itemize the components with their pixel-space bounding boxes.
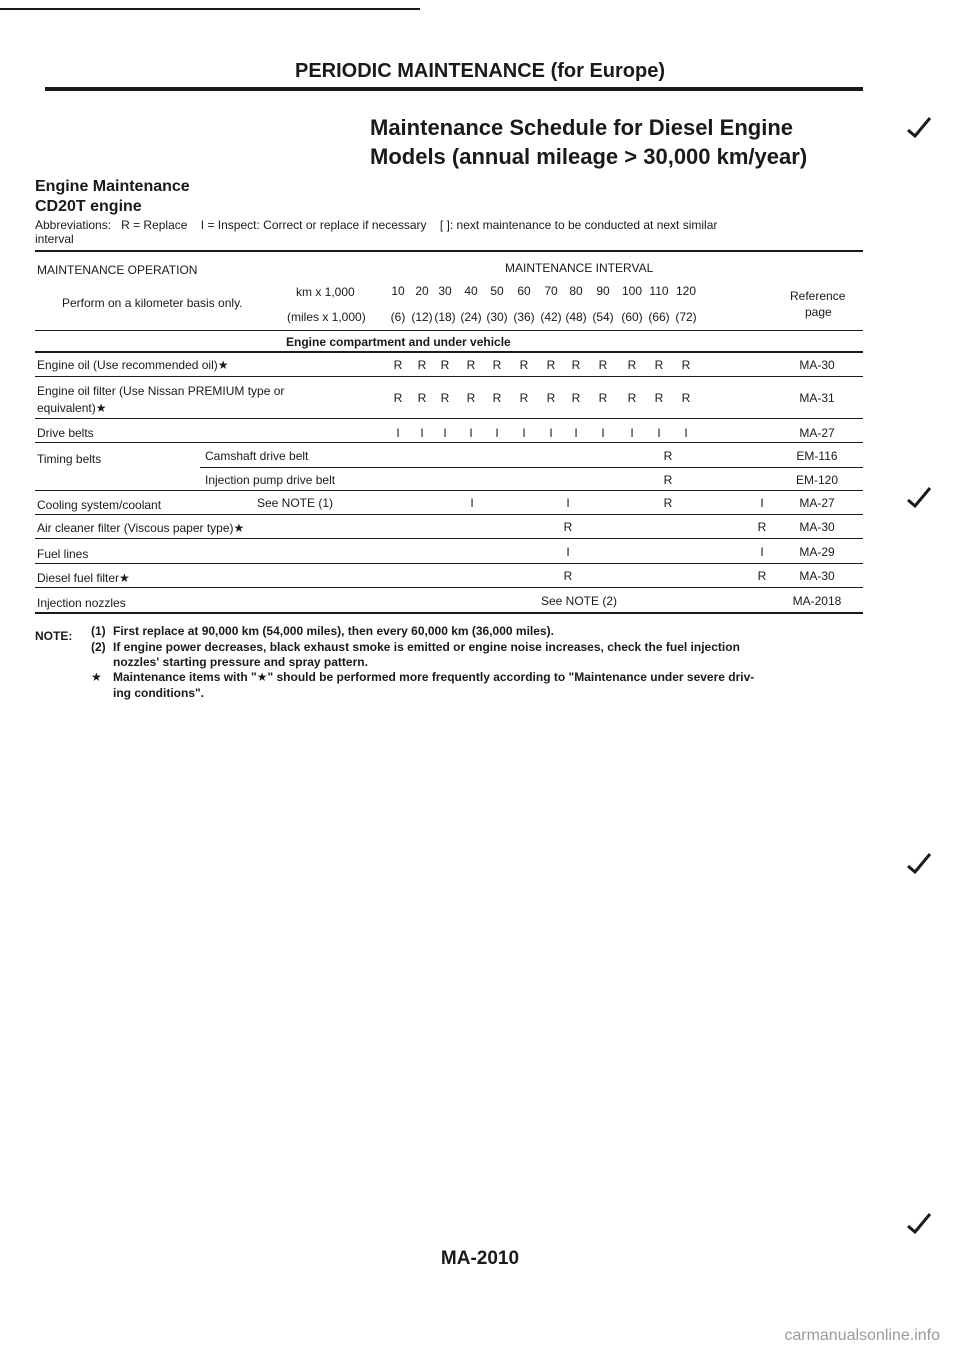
row-drive-belts-mark-4: I bbox=[469, 426, 473, 440]
row-drive-belts-mark-7: I bbox=[549, 426, 553, 440]
row-drive-belts-mark-9: I bbox=[601, 426, 605, 440]
row-sub-divider bbox=[200, 467, 863, 468]
miles-col-1: (6) bbox=[390, 310, 406, 324]
row-diesel-filter-mark-12: R bbox=[757, 569, 767, 583]
km-col-2: 20 bbox=[415, 284, 429, 298]
km-col-5: 50 bbox=[490, 284, 504, 298]
row-oil-filter-mark-8: R bbox=[571, 391, 581, 405]
row-oil-filter-mark-11: R bbox=[654, 391, 664, 405]
row-fuel-lines-mark-12: I bbox=[760, 545, 764, 559]
row-oil-filter-mark-12: R bbox=[681, 391, 691, 405]
row-engine-oil-mark-3: R bbox=[440, 358, 450, 372]
check-mark-icon bbox=[906, 116, 932, 138]
check-mark-icon bbox=[906, 852, 932, 874]
row-oil-filter-label: Engine oil filter (Use Nissan PREMIUM type or bbox=[37, 384, 285, 398]
check-mark-icon bbox=[906, 486, 932, 508]
page-header: PERIODIC MAINTENANCE (for Europe) bbox=[295, 60, 665, 82]
note-2-number: (2) bbox=[91, 640, 106, 654]
abbr-bracket: [ ]: next maintenance to be conducted at next similar bbox=[439, 218, 718, 232]
row-drive-belts-mark-8: I bbox=[574, 426, 578, 440]
check-mark-icon bbox=[906, 1212, 932, 1234]
miles-col-4: (24) bbox=[460, 310, 482, 324]
note-1-number: (1) bbox=[91, 624, 106, 638]
row-injection-nozzles-note: See NOTE (2) bbox=[541, 594, 618, 608]
miles-label: (miles x 1,000) bbox=[287, 310, 366, 324]
row-diesel-filter-mark-6: R bbox=[563, 569, 573, 583]
reference-header-1: Reference bbox=[790, 289, 846, 303]
km-col-7: 70 bbox=[544, 284, 558, 298]
km-col-11: 110 bbox=[649, 284, 669, 298]
row-engine-oil-mark-1: R bbox=[393, 358, 403, 372]
note-prefix: NOTE: bbox=[35, 629, 73, 643]
abbr-replace: R = Replace bbox=[121, 218, 188, 232]
note-3-text-1: Maintenance items with "★" should be performed more frequently according to "Maintenance under severe driv- bbox=[113, 670, 755, 684]
row-camshaft-belt-ref: EM-116 bbox=[796, 449, 838, 463]
row-divider bbox=[35, 490, 863, 491]
miles-col-8: (48) bbox=[565, 310, 587, 324]
header-rule bbox=[45, 87, 863, 91]
row-drive-belts-mark-11: I bbox=[657, 426, 661, 440]
row-drive-belts-mark-3: I bbox=[443, 426, 447, 440]
km-col-1: 10 bbox=[391, 284, 405, 298]
row-engine-oil-label: Engine oil (Use recommended oil)★ bbox=[37, 358, 229, 372]
row-oil-filter-mark-2: R bbox=[417, 391, 427, 405]
km-col-9: 90 bbox=[596, 284, 610, 298]
row-air-cleaner-mark-6: R bbox=[563, 520, 573, 534]
row-cooling-mark-6: I bbox=[566, 496, 570, 510]
km-col-6: 60 bbox=[517, 284, 531, 298]
note-1-text: First replace at 90,000 km (54,000 miles), then every 60,000 km (36,000 miles). bbox=[113, 624, 554, 638]
row-cooling-ref: MA-27 bbox=[799, 496, 835, 510]
km-col-10: 100 bbox=[621, 284, 643, 298]
row-engine-oil-mark-8: R bbox=[571, 358, 581, 372]
row-cooling-mark-9: R bbox=[663, 496, 673, 510]
row-timing-belts-label: Timing belts bbox=[37, 452, 102, 466]
row-engine-oil-mark-12: R bbox=[681, 358, 691, 372]
row-oil-filter-label-2: equivalent)★ bbox=[37, 401, 107, 415]
schedule-title-line2: Models (annual mileage > 30,000 km/year) bbox=[370, 144, 808, 169]
row-engine-oil-mark-10: R bbox=[627, 358, 637, 372]
row-oil-filter-ref: MA-31 bbox=[799, 391, 835, 405]
row-diesel-filter-label: Diesel fuel filter★ bbox=[37, 571, 130, 585]
reference-header-2: page bbox=[805, 305, 832, 319]
miles-col-3: (18) bbox=[434, 310, 456, 324]
row-cooling-mark-3: I bbox=[470, 496, 474, 510]
header-bottom-rule bbox=[35, 330, 863, 331]
row-engine-oil-mark-4: R bbox=[466, 358, 476, 372]
row-divider bbox=[35, 563, 863, 564]
group-rule bbox=[35, 351, 863, 353]
row-drive-belts-mark-2: I bbox=[420, 426, 424, 440]
interval-header: MAINTENANCE INTERVAL bbox=[505, 261, 654, 275]
note-2-text-1: If engine power decreases, black exhaust smoke is emitted or engine noise increases, check the fuel injection bbox=[113, 640, 740, 654]
note-3-text-2: ing conditions". bbox=[113, 686, 205, 700]
km-col-4: 40 bbox=[464, 284, 478, 298]
row-divider bbox=[35, 442, 863, 443]
top-rule bbox=[0, 8, 420, 10]
row-oil-filter-mark-9: R bbox=[598, 391, 608, 405]
row-cooling-label: Cooling system/coolant bbox=[37, 498, 162, 512]
km-col-3: 30 bbox=[438, 284, 452, 298]
row-divider bbox=[35, 376, 863, 377]
row-camshaft-belt-label: Camshaft drive belt bbox=[205, 449, 309, 463]
schedule-title bbox=[370, 113, 807, 171]
row-air-cleaner-label: Air cleaner filter (Viscous paper type)★ bbox=[37, 521, 245, 535]
row-drive-belts-mark-1: I bbox=[396, 426, 400, 440]
perform-note: Perform on a kilometer basis only. bbox=[62, 296, 243, 310]
abbreviations bbox=[35, 218, 860, 246]
table-bottom-rule bbox=[35, 612, 863, 614]
row-cooling-note: See NOTE (1) bbox=[257, 496, 334, 510]
row-oil-filter-mark-1: R bbox=[393, 391, 403, 405]
row-divider bbox=[35, 538, 863, 539]
row-engine-oil-ref: MA-30 bbox=[799, 358, 835, 372]
miles-col-10: (60) bbox=[621, 310, 643, 324]
row-engine-oil-mark-9: R bbox=[598, 358, 608, 372]
row-engine-oil-mark-5: R bbox=[492, 358, 502, 372]
row-injection-pump-belt-ref: EM-120 bbox=[795, 473, 839, 487]
miles-col-7: (42) bbox=[540, 310, 562, 324]
op-header: MAINTENANCE OPERATION bbox=[37, 263, 198, 277]
row-engine-oil-mark-7: R bbox=[546, 358, 556, 372]
row-drive-belts-label: Drive belts bbox=[37, 426, 94, 440]
row-air-cleaner-mark-12: R bbox=[757, 520, 767, 534]
miles-col-6: (36) bbox=[513, 310, 535, 324]
row-divider bbox=[35, 418, 863, 419]
abbr-cont: interval bbox=[35, 232, 74, 246]
row-fuel-lines-label: Fuel lines bbox=[37, 547, 89, 561]
table-top-rule bbox=[35, 250, 863, 252]
abbr-inspect: I = Inspect: Correct or replace if necessary bbox=[200, 218, 427, 232]
row-divider bbox=[35, 514, 863, 515]
row-drive-belts-mark-12: I bbox=[684, 426, 688, 440]
watermark: carmanualsonline.info bbox=[784, 1327, 940, 1344]
row-air-cleaner-ref: MA-30 bbox=[799, 520, 835, 534]
miles-col-2: (12) bbox=[411, 310, 433, 324]
row-oil-filter-mark-7: R bbox=[546, 391, 556, 405]
section-title-line2: CD20T engine bbox=[35, 198, 142, 215]
row-cooling-mark-12: I bbox=[760, 496, 764, 510]
row-oil-filter-mark-10: R bbox=[627, 391, 637, 405]
row-injection-pump-belt-mark-9: R bbox=[663, 473, 673, 487]
row-diesel-filter-ref: MA-30 bbox=[799, 569, 835, 583]
miles-col-5: (30) bbox=[486, 310, 508, 324]
km-col-8: 80 bbox=[569, 284, 583, 298]
row-engine-oil-mark-6: R bbox=[519, 358, 529, 372]
miles-col-9: (54) bbox=[592, 310, 614, 324]
section-title-line1: Engine Maintenance bbox=[35, 178, 190, 195]
row-drive-belts-mark-10: I bbox=[630, 426, 634, 440]
row-camshaft-belt-mark-9: R bbox=[663, 449, 673, 463]
row-fuel-lines-mark-6: I bbox=[566, 545, 570, 559]
abbr-label: Abbreviations: bbox=[35, 218, 112, 232]
page-number: MA-2010 bbox=[440, 1248, 520, 1269]
row-injection-nozzles-ref: MA-2018 bbox=[792, 594, 842, 608]
km-label: km x 1,000 bbox=[296, 285, 355, 299]
row-engine-oil-mark-11: R bbox=[654, 358, 664, 372]
row-drive-belts-mark-6: I bbox=[522, 426, 526, 440]
row-drive-belts-ref: MA-27 bbox=[799, 426, 835, 440]
row-oil-filter-mark-6: R bbox=[519, 391, 529, 405]
section-title bbox=[35, 177, 190, 217]
row-oil-filter-mark-3: R bbox=[440, 391, 450, 405]
row-engine-oil-mark-2: R bbox=[417, 358, 427, 372]
schedule-title-line1: Maintenance Schedule for Diesel Engine bbox=[370, 115, 793, 140]
row-fuel-lines-ref: MA-29 bbox=[799, 545, 835, 559]
note-star-marker: ★ bbox=[91, 670, 102, 684]
row-drive-belts-mark-5: I bbox=[495, 426, 499, 440]
miles-col-12: (72) bbox=[675, 310, 697, 324]
row-oil-filter-mark-4: R bbox=[466, 391, 476, 405]
row-injection-nozzles-label: Injection nozzles bbox=[37, 596, 126, 610]
note-2-text-2: nozzles' starting pressure and spray pattern. bbox=[113, 655, 368, 669]
row-oil-filter-mark-5: R bbox=[492, 391, 502, 405]
km-col-12: 120 bbox=[675, 284, 697, 298]
miles-col-11: (66) bbox=[648, 310, 670, 324]
row-injection-pump-belt-label: Injection pump drive belt bbox=[205, 473, 336, 487]
row-divider bbox=[35, 587, 863, 588]
group-title: Engine compartment and under vehicle bbox=[286, 335, 511, 349]
